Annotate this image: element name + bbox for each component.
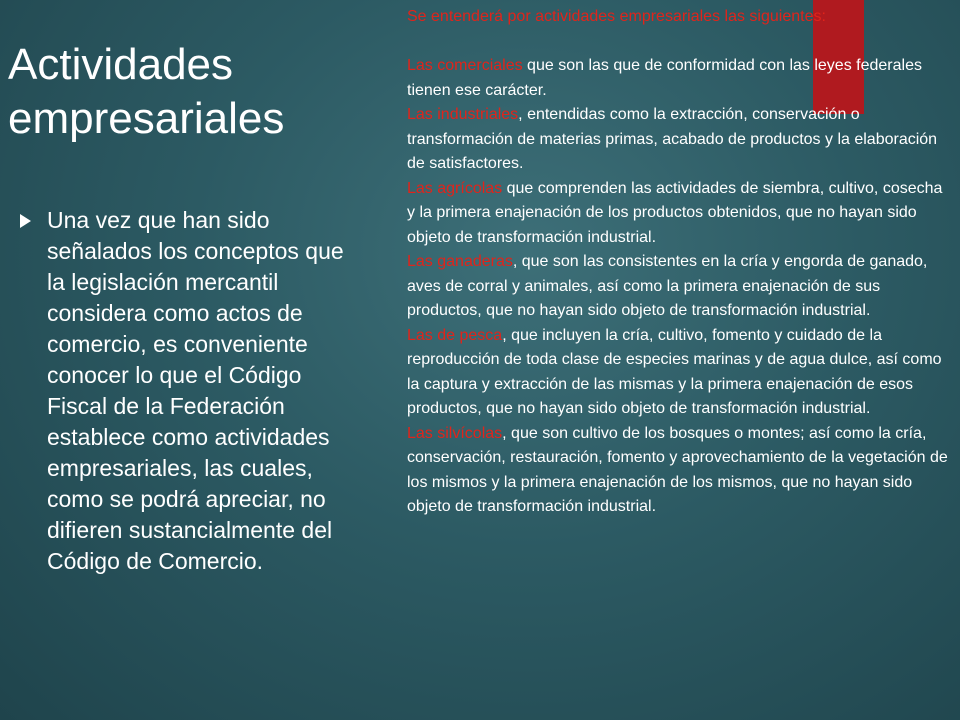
definitions-intro: Se entenderá por actividades empresariales las siguientes: (407, 8, 826, 25)
definition-item (407, 422, 952, 520)
bullet-text: Una vez que han sido señalados los conceptos que la legislación mercantil considera como actos de comercio, es conveniente conocer lo que el Código Fiscal de la Federación establece como actividades empresariales, las cuales, como se podrá apreciar, no difieren sustancialmente del Código de Comercio. (47, 207, 344, 574)
definition-item (407, 103, 952, 177)
definition-term: Las de pesca (407, 326, 503, 344)
definition-term: Las ganaderas (407, 253, 513, 270)
definition-term: Las industriales (407, 106, 519, 123)
definition-item (407, 250, 952, 324)
definition-text: , que son las consistentes en la cría y engorda de ganado, aves de corral y animales, así como la primera enajenación de sus productos, que no hayan sido objeto de transformación industrial. (407, 253, 928, 319)
definition-item (407, 324, 952, 422)
definition-text: , que son cultivo de los bosques o montes; así como la cría, conservación, restauración, fomento y aprovechamiento de la vegetación de los mismos y la primera enajenación de los mismos, que no hayan sido objeto de transformación industrial. (407, 424, 948, 515)
definitions-panel (407, 5, 952, 520)
definition-text: que son las que de conformidad con las leyes federales tienen ese carácter. (407, 57, 922, 99)
triangle-bullet-icon (20, 214, 31, 228)
definition-item (407, 54, 952, 103)
definition-term: Las comerciales (407, 57, 523, 74)
definition-item (407, 177, 952, 251)
slide-title: Actividades empresariales (8, 40, 285, 143)
definition-text: , que incluyen la cría, cultivo, fomento y cuidado de la reproducción de toda clase de especies marinas y de agua dulce, así como la captura y extracción de las mismas y la primera enajenación de esos productos, que no hayan sido objeto de transformación industrial. (407, 326, 942, 417)
definition-text: que comprenden las actividades de siembra, cultivo, cosecha y la primera enajenación de los productos obtenidos, que no hayan sido objeto de transformación industrial. (407, 179, 943, 246)
definition-term: Las agrícolas (407, 179, 503, 197)
definition-text: , entendidas como la extracción, conservación o transformación de materias primas, acabado de productos y la elaboración de satisfactores. (407, 106, 938, 172)
definition-term: Las silvícolas (407, 424, 503, 442)
